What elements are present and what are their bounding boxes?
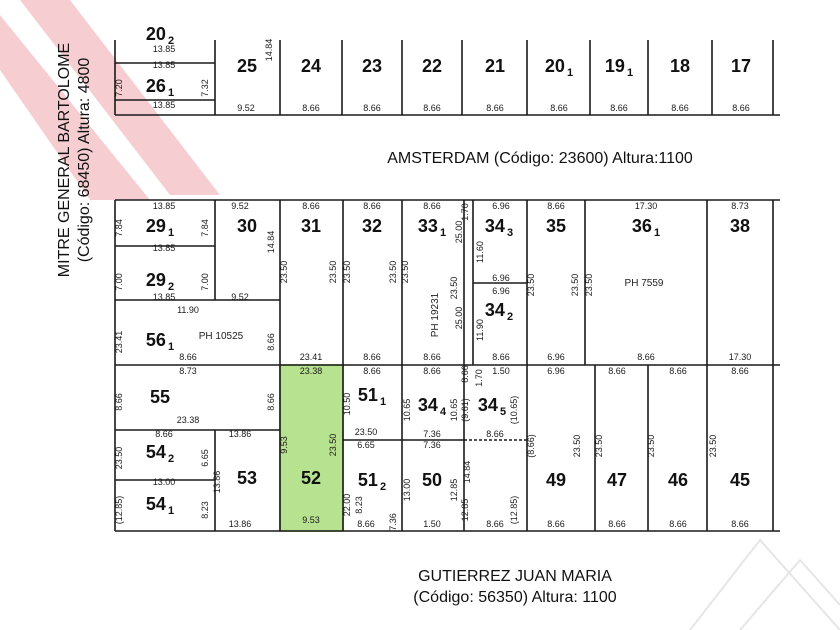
bottom-dimension-62: 23.38 bbox=[176, 415, 200, 425]
lot-numbers bbox=[146, 24, 751, 517]
top-dimension-11: 8.66 bbox=[550, 103, 568, 113]
bottom-dimension-8: 6.96 bbox=[492, 201, 510, 211]
bottom-dimension-1: 7.84 bbox=[114, 219, 124, 237]
top-lot-26-1[interactable]: 26 $_1$ bbox=[145, 76, 175, 99]
bottom-dimension-14: 23.50 bbox=[328, 260, 338, 284]
top-dimension-14: 8.66 bbox=[732, 103, 750, 113]
bottom-dimension-82: 13.00 bbox=[402, 478, 412, 502]
bottom-dimension-85: (12.85) bbox=[509, 495, 519, 525]
bottom-dimension-45: 23.38 bbox=[299, 366, 323, 376]
bottom-dimension-76: 6.65 bbox=[357, 440, 375, 450]
bottom-lot-56-1[interactable]: 56 $_1$ bbox=[145, 330, 175, 353]
top-lot-18[interactable]: 18 bbox=[669, 56, 691, 76]
top-lot-24[interactable]: 24 bbox=[300, 56, 322, 76]
bottom-dimension-92: 8.66 bbox=[357, 519, 375, 529]
bottom-dimension-27: 23.50 bbox=[449, 276, 459, 300]
top-lot-20-2[interactable]: 20 $_2$ bbox=[145, 24, 175, 47]
bottom-dimension-22: 7.00 bbox=[200, 273, 210, 291]
street-mitre-name: MITRE GENERAL BARTOLOME bbox=[56, 42, 73, 278]
bottom-dimension-66: 23.50 bbox=[354, 427, 378, 437]
bottom-lot-34-4[interactable]: 34 $_4$ bbox=[417, 395, 447, 418]
bottom-dimension-54: 8.66 bbox=[731, 366, 749, 376]
top-dimension-3: 7.20 bbox=[114, 79, 124, 97]
street-gutierrez bbox=[390, 566, 640, 608]
bottom-dimension-84: 12.85 bbox=[460, 498, 470, 522]
bottom-dimension-13: 23.50 bbox=[279, 260, 289, 284]
bottom-dimension-49: 1.70 bbox=[474, 369, 484, 387]
bottom-dimension-61: (10.65) bbox=[509, 395, 519, 425]
bottom-dimension-55: 8.66 bbox=[114, 393, 124, 411]
bottom-dimension-67: 7.36 bbox=[423, 429, 441, 439]
top-dimension-5: 14.84 bbox=[264, 38, 274, 62]
bottom-dimension-7: 1.70 bbox=[460, 203, 470, 221]
bottom-dimension-90: 13.86 bbox=[228, 519, 252, 529]
bottom-dimension-35: 8.66 bbox=[266, 333, 276, 351]
bottom-dimension-9: 8.66 bbox=[547, 201, 565, 211]
top-dimension-2: 13.85 bbox=[152, 100, 176, 110]
bottom-dimension-31: 25.00 bbox=[454, 306, 464, 330]
bottom-dimension-69: (8.66) bbox=[526, 434, 536, 458]
bottom-dimension-23: 13.85 bbox=[152, 292, 176, 302]
bottom-dimension-29: 23.50 bbox=[570, 273, 580, 297]
top-dimension-13: 8.66 bbox=[671, 103, 689, 113]
bottom-lot-29-1[interactable]: 29 $_1$ bbox=[145, 216, 175, 239]
top-dimension-6: 9.52 bbox=[237, 103, 255, 113]
top-dimension-9: 8.66 bbox=[423, 103, 441, 113]
bottom-dimension-32: 11.90 bbox=[475, 319, 485, 341]
bottom-dimension-74: 23.50 bbox=[114, 446, 124, 470]
bottom-dimension-71: 23.50 bbox=[594, 434, 604, 458]
bottom-dimension-70: 23.50 bbox=[572, 434, 582, 458]
bottom-lot-46[interactable]: 46 bbox=[667, 470, 689, 490]
bottom-dimension-6: 8.66 bbox=[423, 201, 441, 211]
bottom-dimension-73: 23.50 bbox=[708, 434, 718, 458]
bottom-dimension-39: 8.66 bbox=[423, 352, 441, 362]
bottom-dimension-96: 8.66 bbox=[547, 519, 565, 529]
bottom-dimension-36: 8.66 bbox=[179, 352, 197, 362]
bottom-dimension-20: 13.85 bbox=[152, 243, 176, 253]
bottom-dimension-34: 23.41 bbox=[114, 330, 124, 354]
bottom-dimension-38: 8.66 bbox=[363, 352, 381, 362]
bottom-dimension-15: 23.50 bbox=[342, 260, 352, 284]
bottom-dimension-19: 11.60 bbox=[475, 241, 485, 263]
bottom-dimension-42: 8.66 bbox=[637, 352, 655, 362]
bottom-dimension-89: 13.00 bbox=[152, 477, 176, 487]
bottom-lot-54-1[interactable]: 54 $_1$ bbox=[145, 494, 175, 517]
bottom-lot-49[interactable]: 49 bbox=[545, 470, 567, 490]
top-lot-17[interactable]: 17 bbox=[730, 56, 752, 76]
bottom-dimension-86: (12.85) bbox=[114, 495, 124, 525]
bottom-dimension-18: 25.00 bbox=[454, 220, 464, 244]
bottom-dimension-78: 8.66 bbox=[155, 429, 173, 439]
bottom-dimension-99: 8.66 bbox=[731, 519, 749, 529]
street-gutierrez-name: GUTIERREZ JUAN MARIA bbox=[418, 568, 612, 585]
top-dimension-10: 8.66 bbox=[486, 103, 504, 113]
ph-labels bbox=[199, 278, 664, 342]
bottom-dimension-63: 13.86 bbox=[228, 429, 252, 439]
bottom-dimension-87: 8.23 bbox=[200, 501, 210, 519]
bottom-dimension-30: 23.50 bbox=[584, 273, 594, 297]
bottom-dimension-72: 23.50 bbox=[646, 434, 656, 458]
top-dimension-1: 13.85 bbox=[152, 60, 176, 70]
bottom-lot-34-2[interactable]: 34 $_2$ bbox=[484, 300, 514, 323]
bottom-dimension-10: 17.30 bbox=[634, 201, 658, 211]
bottom-dimension-12: 14.84 bbox=[266, 230, 276, 254]
bottom-dimension-21: 7.00 bbox=[114, 273, 124, 291]
ph-label: PH 10525 bbox=[198, 331, 244, 342]
bottom-lot-51-2[interactable]: 51 $_2$ bbox=[357, 470, 387, 493]
bottom-lot-53[interactable]: 53 bbox=[236, 468, 258, 488]
bottom-lot-35[interactable]: 35 bbox=[545, 216, 567, 236]
bottom-dimension-47: 8.66 bbox=[423, 366, 441, 376]
bottom-dimension-33: 11.90 bbox=[177, 305, 199, 315]
bottom-dimension-88: 8.23 bbox=[354, 496, 364, 514]
bottom-lot-54-2[interactable]: 54 $_2$ bbox=[145, 442, 175, 465]
bottom-dimension-80: 14.84 bbox=[462, 460, 472, 484]
bottom-dimension-64: 9.53 bbox=[279, 436, 289, 454]
bottom-dimension-2: 7.84 bbox=[200, 219, 210, 237]
bottom-dimension-58: 10.65 bbox=[402, 398, 412, 422]
top-dimension-0: 13.85 bbox=[152, 44, 176, 54]
street-mitre-code: (Código: 68450) Altura: 4800 bbox=[76, 57, 93, 263]
bottom-lot-32[interactable]: 32 bbox=[361, 216, 383, 236]
bottom-lot-55[interactable]: 55 bbox=[149, 387, 171, 407]
bottom-dimension-50: 1.50 bbox=[492, 366, 510, 376]
ph-label: PH 7559 bbox=[624, 278, 664, 289]
top-lot-23[interactable]: 23 bbox=[361, 56, 383, 76]
bottom-dimension-41: 6.96 bbox=[547, 352, 565, 362]
bottom-dimension-24: 9.52 bbox=[231, 292, 249, 302]
bottom-dimension-17: 23.50 bbox=[400, 260, 410, 284]
bottom-dimension-53: 8.66 bbox=[669, 366, 687, 376]
bottom-dimension-40: 8.66 bbox=[492, 352, 510, 362]
bottom-lot-45[interactable]: 45 bbox=[729, 470, 751, 490]
bottom-lot-34-3[interactable]: 34 $_3$ bbox=[484, 216, 514, 239]
bottom-lot-29-2[interactable]: 29 $_2$ bbox=[145, 270, 175, 293]
top-lot-21[interactable]: 21 bbox=[484, 56, 506, 76]
bottom-lot-33-1[interactable]: 33 $_1$ bbox=[417, 216, 447, 239]
bottom-dimension-60: (9.61) bbox=[460, 398, 470, 422]
bottom-dimension-46: 8.66 bbox=[363, 366, 381, 376]
bottom-dimension-77: 7.36 bbox=[423, 440, 441, 450]
top-lot-19-1[interactable]: 19 $_1$ bbox=[604, 56, 634, 79]
bottom-dimension-5: 8.66 bbox=[363, 201, 381, 211]
bottom-dimension-56: 8.66 bbox=[266, 393, 276, 411]
bottom-dimension-91: 9.53 bbox=[302, 515, 320, 525]
bottom-dimension-94: 1.50 bbox=[423, 519, 441, 529]
top-dimension-4: 7.32 bbox=[200, 79, 210, 97]
watermark-bottom-right bbox=[690, 540, 840, 630]
bottom-dimension-4: 8.66 bbox=[302, 201, 320, 211]
bottom-dimension-25: 6.96 bbox=[492, 273, 510, 283]
bottom-dimension-52: 8.66 bbox=[608, 366, 626, 376]
bottom-lot-51-1[interactable]: 51 $_1$ bbox=[357, 385, 387, 408]
top-lot-20-1[interactable]: 20 $_1$ bbox=[544, 56, 574, 79]
bottom-dimension-43: 17.30 bbox=[728, 352, 752, 362]
bottom-lot-47[interactable]: 47 bbox=[606, 470, 628, 490]
bottom-dimension-59: 10.65 bbox=[449, 398, 459, 422]
bottom-dimension-79: 13.86 bbox=[212, 470, 222, 494]
top-dimension-8: 8.66 bbox=[363, 103, 381, 113]
bottom-dimension-3: 9.52 bbox=[231, 201, 249, 211]
street-gutierrez-code: (Código: 56350) Altura: 1100 bbox=[413, 589, 617, 606]
bottom-dimension-97: 8.66 bbox=[608, 519, 626, 529]
bottom-dimension-57: 10.50 bbox=[342, 392, 352, 416]
ph-label: PH 19231 bbox=[430, 292, 441, 338]
bottom-dimension-11: 8.73 bbox=[731, 201, 749, 211]
bottom-lot-38[interactable]: 38 bbox=[729, 216, 751, 236]
bottom-dimension-28: 23.50 bbox=[526, 273, 536, 297]
bottom-dimension-75: 6.65 bbox=[200, 449, 210, 467]
bottom-lot-31[interactable]: 31 bbox=[300, 216, 322, 236]
top-lot-22[interactable]: 22 bbox=[421, 56, 443, 76]
top-dimension-12: 8.66 bbox=[610, 103, 628, 113]
top-dimension-7: 8.66 bbox=[302, 103, 320, 113]
bottom-dimension-93: 7.36 bbox=[388, 513, 398, 531]
bottom-dimension-98: 8.66 bbox=[669, 519, 687, 529]
bottom-lot-36-1[interactable]: 36 $_1$ bbox=[631, 216, 661, 239]
bottom-dimension-68: 8.66 bbox=[486, 429, 504, 439]
street-amsterdam: AMSTERDAM (Código: 23600) Altura:1100 bbox=[387, 150, 693, 167]
bottom-lot-52[interactable]: 52 bbox=[300, 468, 322, 488]
bottom-lot-34-5[interactable]: 34 $_5$ bbox=[477, 395, 507, 418]
bottom-dimension-81: 22.00 bbox=[342, 493, 352, 517]
bottom-lot-50[interactable]: 50 bbox=[421, 470, 443, 490]
bottom-dimension-0: 13.85 bbox=[152, 201, 176, 211]
bottom-lot-30[interactable]: 30 bbox=[236, 216, 258, 236]
bottom-dimension-48: 8.66 bbox=[460, 365, 470, 383]
bottom-dimension-65: 23.50 bbox=[328, 433, 338, 457]
street-mitre bbox=[55, 30, 97, 290]
bottom-dimension-95: 8.66 bbox=[486, 519, 504, 529]
bottom-dimension-37: 23.41 bbox=[299, 352, 323, 362]
bottom-dimension-44: 8.73 bbox=[179, 366, 197, 376]
top-lot-25[interactable]: 25 bbox=[236, 56, 258, 76]
bottom-dimension-51: 6.96 bbox=[547, 366, 565, 376]
bottom-dimension-16: 23.50 bbox=[388, 260, 398, 284]
bottom-dimension-26: 6.96 bbox=[492, 286, 510, 296]
bottom-dimension-83: 12.85 bbox=[449, 478, 459, 502]
